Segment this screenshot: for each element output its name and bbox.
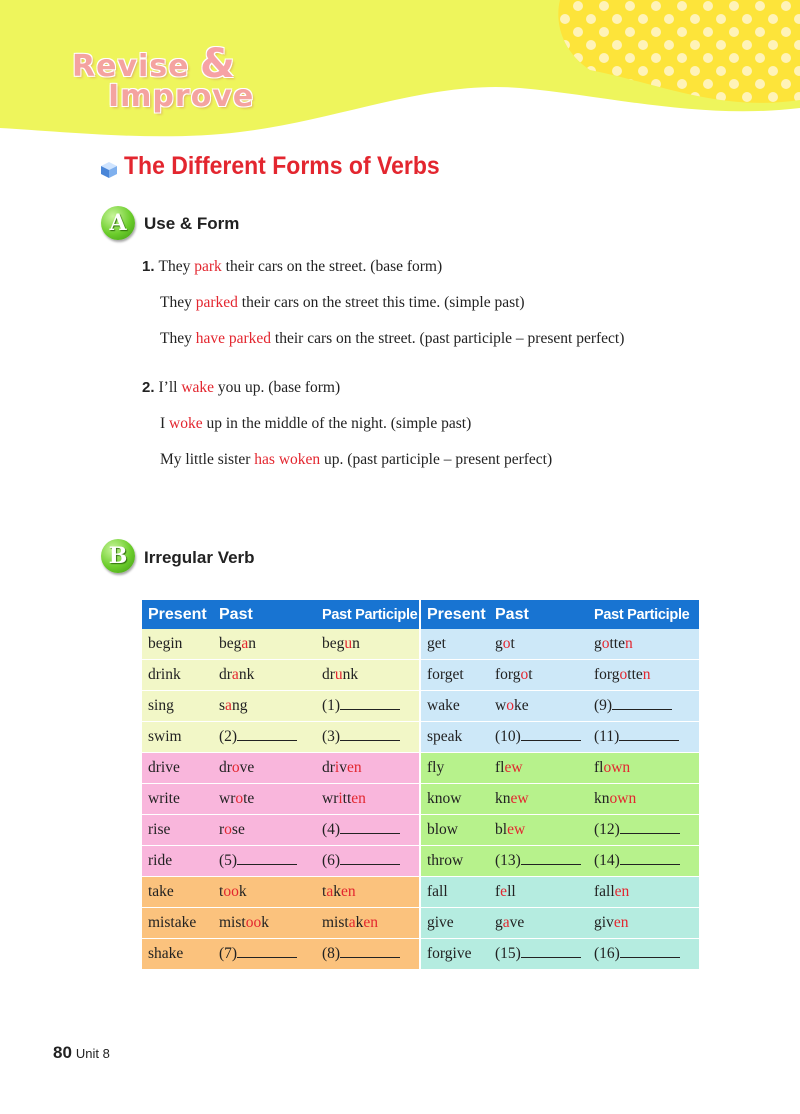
text-segment: t	[510, 635, 515, 652]
highlighted-text: a	[326, 883, 334, 900]
text-segment: (10)	[495, 728, 521, 745]
table-cell	[489, 722, 588, 753]
highlighted-text: a	[241, 635, 249, 652]
text-segment: I	[160, 415, 170, 432]
text-segment: drink	[148, 666, 181, 683]
header-past: Past	[489, 600, 588, 629]
table-cell	[588, 877, 699, 908]
table-row	[142, 815, 699, 846]
highlighted-text: n	[642, 666, 651, 683]
text-segment: They	[160, 330, 196, 347]
highlighted-text: en	[340, 883, 356, 900]
text-segment: (12)	[594, 821, 620, 838]
text-segment: know	[427, 790, 462, 807]
table-cell	[316, 846, 420, 877]
text-segment: throw	[427, 852, 464, 869]
answer-blank[interactable]	[612, 697, 672, 710]
highlighted-text: o	[224, 821, 232, 838]
text-segment: mist	[219, 914, 246, 931]
text-segment: t	[219, 883, 224, 900]
answer-blank[interactable]	[340, 697, 400, 710]
text-segment: up. (past participle – present perfect)	[320, 451, 553, 468]
highlighted-text: en	[614, 883, 630, 900]
section-a-title: Use & Form	[144, 214, 240, 233]
table-cell	[420, 815, 489, 846]
text-segment: dr	[219, 666, 232, 683]
highlighted-text: o	[520, 666, 529, 683]
table-cell	[142, 722, 213, 753]
text-segment: blow	[427, 821, 458, 838]
table-cell	[420, 939, 489, 970]
highlighted-text: oo	[223, 883, 239, 900]
text-segment: te	[243, 790, 255, 807]
table-cell	[588, 722, 699, 753]
highlighted-text: a	[225, 697, 232, 714]
text-segment: se	[231, 821, 245, 838]
highlighted-text: own	[603, 759, 631, 776]
table-cell	[142, 753, 213, 784]
table-cell	[213, 846, 316, 877]
table-cell	[588, 629, 699, 660]
text-segment: tte	[627, 666, 643, 683]
text-segment: take	[148, 883, 174, 900]
table-cell	[489, 691, 588, 722]
highlighted-text: woke	[169, 415, 203, 432]
table-cell	[316, 908, 420, 939]
cube-icon	[100, 161, 118, 179]
table-cell	[213, 722, 316, 753]
text-segment: (8)	[322, 945, 341, 962]
text-segment: (13)	[495, 852, 521, 869]
text-segment: fl	[594, 759, 604, 776]
header-past-participle: Past Participle	[316, 600, 420, 629]
highlighted-text: a	[348, 914, 356, 931]
highlighted-text: o	[231, 759, 240, 776]
revise-improve-logo: Revise & Improve	[72, 41, 255, 114]
highlighted-text: en	[613, 914, 629, 931]
section-b-badge: B	[101, 539, 135, 573]
highlighted-text: e	[500, 883, 508, 900]
table-cell	[142, 784, 213, 815]
text-segment: their cars on the street this time. (simple past)	[237, 294, 525, 311]
text-segment: ke	[513, 697, 529, 714]
highlighted-text: own	[609, 790, 637, 807]
table-cell	[489, 939, 588, 970]
highlighted-text: i	[338, 790, 343, 807]
text-segment: (9)	[594, 697, 613, 714]
text-segment: forg	[594, 666, 620, 683]
example-2-line-2	[160, 415, 471, 433]
highlighted-text: parked	[195, 294, 238, 311]
text-segment: v	[339, 759, 347, 776]
table-row	[142, 753, 699, 784]
table-cell	[213, 815, 316, 846]
unit-label: Unit 8	[75, 1046, 110, 1061]
text-segment: beg	[219, 635, 242, 652]
table-row	[142, 660, 699, 691]
table-cell	[588, 908, 699, 939]
text-segment: t	[528, 666, 533, 683]
highlighted-text: has woken	[254, 451, 321, 468]
table-cell	[213, 877, 316, 908]
text-segment: kn	[495, 790, 511, 807]
table-cell	[588, 660, 699, 691]
example-number: 2.	[142, 379, 155, 396]
highlighted-text: en	[346, 759, 362, 776]
text-segment: kn	[594, 790, 610, 807]
page-number: 80	[53, 1043, 72, 1062]
text-segment: (7)	[219, 945, 238, 962]
answer-blank[interactable]	[340, 728, 400, 741]
table-cell	[316, 660, 420, 691]
highlighted-text: en	[363, 914, 378, 931]
text-segment: dr	[322, 759, 335, 776]
table-cell	[489, 908, 588, 939]
text-segment: begin	[148, 635, 183, 652]
highlighted-text: o	[601, 635, 610, 652]
table-cell	[588, 753, 699, 784]
table-cell	[588, 939, 699, 970]
table-cell	[420, 784, 489, 815]
header-past-participle: Past Participle	[588, 600, 699, 629]
table-cell	[213, 753, 316, 784]
text-segment: k	[261, 914, 269, 931]
text-segment: forget	[427, 666, 464, 683]
text-segment: get	[427, 635, 446, 652]
text-segment: fall	[427, 883, 448, 900]
text-segment: g	[594, 635, 602, 652]
table-cell	[316, 939, 420, 970]
table-cell	[588, 784, 699, 815]
answer-blank[interactable]	[237, 945, 297, 958]
table-cell	[316, 815, 420, 846]
example-1-line-3	[160, 330, 624, 348]
highlighted-text: o	[502, 635, 511, 652]
table-cell	[489, 784, 588, 815]
highlighted-text: o	[619, 666, 628, 683]
text-segment: (11)	[594, 728, 620, 745]
table-row	[142, 846, 699, 877]
text-segment: mist	[322, 914, 349, 931]
text-segment: dr	[322, 666, 335, 683]
text-segment: (4)	[322, 821, 341, 838]
table-cell	[142, 939, 213, 970]
page-footer	[53, 1043, 110, 1063]
table-header-row	[142, 600, 699, 629]
text-segment: k	[333, 883, 341, 900]
highlighted-text: park	[194, 258, 222, 275]
table-cell	[316, 753, 420, 784]
table-cell	[142, 877, 213, 908]
table-cell	[489, 815, 588, 846]
text-segment: ride	[148, 852, 173, 869]
example-2-line-1	[142, 379, 340, 397]
table-cell	[316, 784, 420, 815]
highlighted-text: a	[231, 666, 239, 683]
text-segment: nk	[342, 666, 359, 683]
table-cell	[489, 846, 588, 877]
table-cell	[213, 629, 316, 660]
text-segment: (2)	[219, 728, 238, 745]
page-title: The Different Forms of Verbs	[124, 152, 440, 180]
text-segment: (1)	[322, 697, 341, 714]
answer-blank[interactable]	[620, 821, 680, 834]
text-segment: (5)	[219, 852, 238, 869]
text-segment: fly	[427, 759, 445, 776]
answer-blank[interactable]	[340, 821, 400, 834]
highlighted-text: n	[625, 635, 633, 652]
header-present: Present	[420, 600, 489, 629]
text-segment: wr	[219, 790, 236, 807]
text-segment: (15)	[495, 945, 521, 962]
text-segment: r	[219, 821, 225, 838]
section-b-title: Irregular Verb	[144, 548, 255, 567]
text-segment: k	[238, 883, 247, 900]
highlighted-text: i	[334, 759, 340, 776]
text-segment: g	[495, 914, 503, 931]
table-cell	[316, 722, 420, 753]
text-segment: swim	[148, 728, 182, 745]
highlighted-text: a	[502, 914, 510, 931]
table-cell	[420, 660, 489, 691]
table-cell	[420, 629, 489, 660]
table-row	[142, 629, 699, 660]
table-row	[142, 784, 699, 815]
answer-blank[interactable]	[237, 852, 297, 865]
table-cell	[588, 815, 699, 846]
answer-blank[interactable]	[619, 728, 679, 741]
table-cell	[142, 629, 213, 660]
table-cell	[588, 846, 699, 877]
table-cell	[420, 753, 489, 784]
section-a-badge: A	[101, 206, 135, 240]
table-row	[142, 939, 699, 970]
text-segment: tt	[342, 790, 352, 807]
answer-blank[interactable]	[521, 728, 581, 741]
table-row	[142, 877, 699, 908]
table-cell	[420, 722, 489, 753]
table-cell	[489, 877, 588, 908]
text-segment: give	[427, 914, 454, 931]
text-segment: rise	[148, 821, 171, 838]
highlighted-text: ew	[510, 790, 529, 807]
table-cell	[420, 908, 489, 939]
text-segment: nk	[238, 666, 255, 683]
text-segment: ve	[239, 759, 255, 776]
text-segment: drive	[148, 759, 180, 776]
text-segment: shake	[148, 945, 184, 962]
answer-blank[interactable]	[521, 945, 581, 958]
text-segment: They	[160, 294, 196, 311]
answer-blank[interactable]	[620, 945, 680, 958]
table-cell	[316, 629, 420, 660]
text-segment: beg	[322, 635, 345, 652]
example-1-line-2	[160, 294, 525, 312]
text-segment: (3)	[322, 728, 341, 745]
text-segment: They	[158, 258, 195, 275]
text-segment: their cars on the street. (base form)	[221, 258, 443, 275]
table-cell	[489, 753, 588, 784]
irregular-verb-table	[142, 600, 699, 970]
text-segment: n	[352, 635, 360, 652]
table-cell	[213, 660, 316, 691]
example-2-line-3	[160, 451, 552, 469]
example-1-line-1	[142, 258, 442, 276]
text-segment: forg	[495, 666, 521, 683]
answer-blank[interactable]	[237, 728, 297, 741]
table-cell	[142, 908, 213, 939]
table-cell	[420, 877, 489, 908]
table-cell	[142, 660, 213, 691]
header-present: Present	[142, 600, 213, 629]
text-segment: tte	[609, 635, 625, 652]
table-cell	[588, 691, 699, 722]
answer-blank[interactable]	[340, 852, 400, 865]
answer-blank[interactable]	[620, 852, 680, 865]
highlighted-text: ew	[507, 821, 526, 838]
text-segment: speak	[427, 728, 463, 745]
text-segment: s	[219, 697, 226, 714]
text-segment: fl	[495, 759, 505, 776]
text-segment: sing	[148, 697, 174, 714]
text-segment: giv	[594, 914, 614, 931]
text-segment: (14)	[594, 852, 620, 869]
answer-blank[interactable]	[340, 945, 400, 958]
table-cell	[316, 877, 420, 908]
example-number: 1.	[142, 258, 155, 275]
text-segment: up in the middle of the night. (simple past)	[202, 415, 472, 432]
text-segment: mistake	[148, 914, 197, 931]
text-segment: My little sister	[160, 451, 255, 468]
text-segment: ll	[507, 883, 516, 900]
table-cell	[213, 691, 316, 722]
text-segment: ve	[509, 914, 525, 931]
highlighted-text: u	[344, 635, 353, 652]
table-cell	[213, 939, 316, 970]
table-cell	[420, 691, 489, 722]
table-cell	[489, 660, 588, 691]
table-cell	[142, 691, 213, 722]
table-cell	[420, 846, 489, 877]
text-segment: you up. (base form)	[214, 379, 341, 396]
highlighted-text: o	[235, 790, 244, 807]
text-segment: f	[495, 883, 501, 900]
text-segment: n	[248, 635, 257, 652]
header-past: Past	[213, 600, 316, 629]
text-segment: bl	[495, 821, 508, 838]
table-cell	[142, 815, 213, 846]
table-row	[142, 722, 699, 753]
text-segment: I’ll	[158, 379, 182, 396]
text-segment: fall	[594, 883, 615, 900]
table-cell	[316, 691, 420, 722]
table-cell	[142, 846, 213, 877]
highlighted-text: u	[334, 666, 343, 683]
text-segment: wr	[322, 790, 339, 807]
text-segment: (16)	[594, 945, 620, 962]
highlighted-text: en	[351, 790, 366, 807]
highlighted-text: wake	[181, 379, 215, 396]
highlighted-text: have parked	[195, 330, 272, 347]
text-segment: ng	[231, 697, 248, 714]
text-segment: w	[495, 697, 507, 714]
table-row	[142, 908, 699, 939]
text-segment: write	[148, 790, 180, 807]
highlighted-text: o	[506, 697, 514, 714]
highlighted-text: ew	[504, 759, 523, 776]
text-segment: forgive	[427, 945, 472, 962]
text-segment: their cars on the street. (past participle – present perfect)	[271, 330, 625, 347]
text-segment: wake	[427, 697, 460, 714]
highlighted-text: oo	[245, 914, 262, 931]
text-segment: t	[322, 883, 327, 900]
table-row	[142, 691, 699, 722]
table-cell	[213, 784, 316, 815]
text-segment: (6)	[322, 852, 341, 869]
text-segment: dr	[219, 759, 232, 776]
text-segment: g	[495, 635, 503, 652]
table-cell	[213, 908, 316, 939]
answer-blank[interactable]	[521, 852, 581, 865]
table-cell	[489, 629, 588, 660]
text-segment: k	[355, 914, 364, 931]
